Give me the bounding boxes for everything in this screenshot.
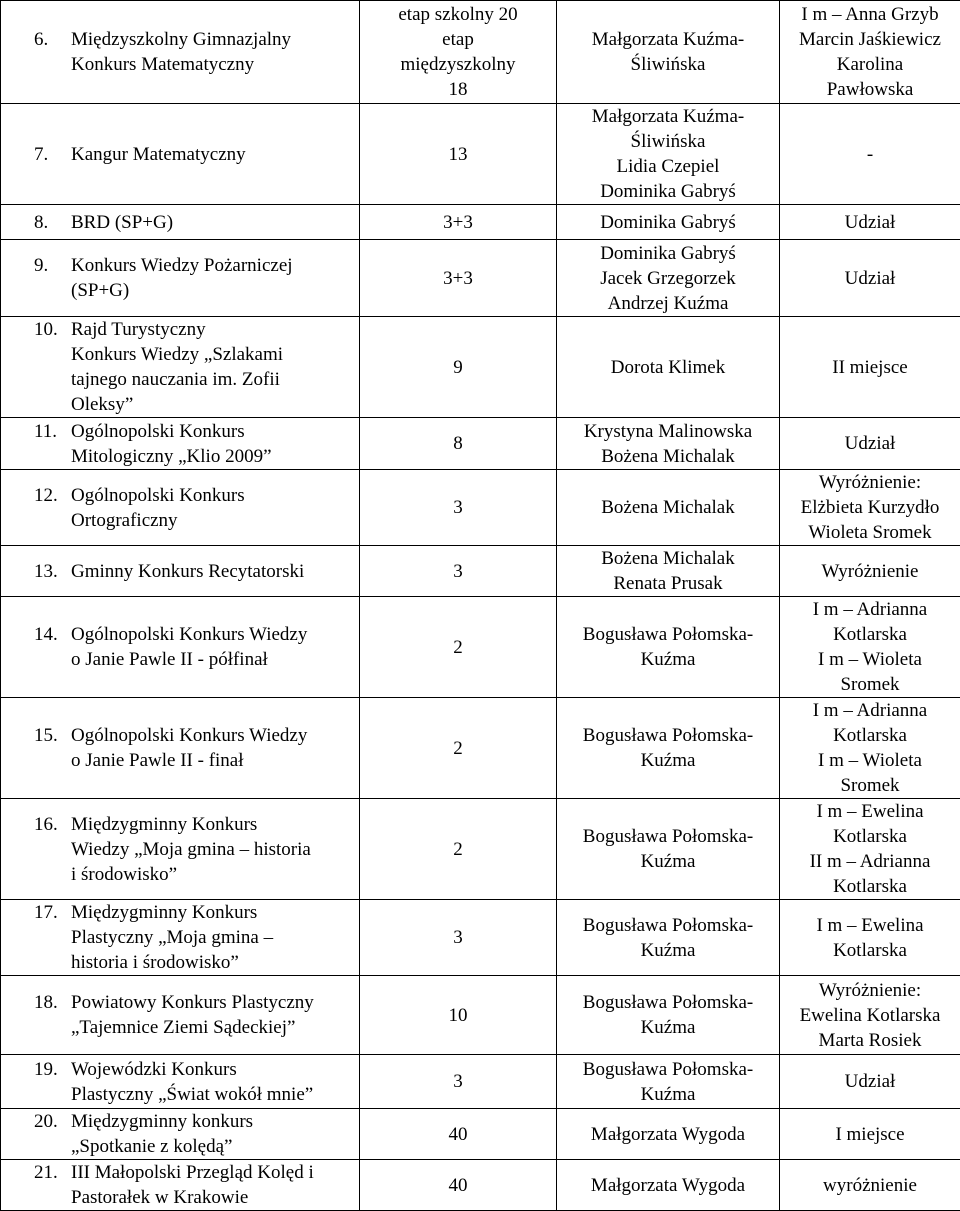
teacher-name: Kuźma [557, 647, 779, 672]
teachers-cell [557, 799, 780, 900]
teachers-cell [557, 317, 780, 418]
teacher-name: Bożena Michalak [557, 546, 779, 571]
competition-name-line: BRD (SP+G) [71, 210, 353, 235]
teacher-name: Kuźma [557, 1082, 779, 1107]
competition-name [71, 253, 359, 303]
participants-count: 40 [360, 1122, 556, 1147]
participants-count: 10 [360, 1003, 556, 1028]
teacher-name: Dominika Gabryś [557, 241, 779, 266]
competition-name-line: Międzygminny konkurs [71, 1109, 353, 1134]
teachers-cell [557, 205, 780, 240]
teacher-name: Dominika Gabryś [557, 179, 779, 204]
participants-count: 3 [360, 495, 556, 520]
result-text: II miejsce [780, 355, 960, 380]
result-text: Kotlarska [780, 938, 960, 963]
competition-name [71, 1057, 359, 1107]
result-text: Wyróżnienie [780, 559, 960, 584]
participants-count-cell [360, 976, 557, 1055]
competition-name-line: Międzygminny Konkurs [71, 812, 353, 837]
result-cell [780, 698, 960, 799]
teacher-name: Małgorzata Kuźma- [557, 104, 779, 129]
teachers-cell [557, 976, 780, 1055]
table-row [1, 240, 960, 317]
result-text: Marta Rosiek [780, 1028, 960, 1053]
result-text: I m – Wioleta [780, 647, 960, 672]
row-number: 20. [1, 1109, 71, 1134]
result-text: Kotlarska [780, 622, 960, 647]
competition-name-cell [1, 546, 360, 597]
teacher-name: Jacek Grzegorzek [557, 266, 779, 291]
row-number: 13. [1, 559, 71, 584]
competition-name-line: historia i środowisko” [71, 950, 353, 975]
competition-name-line: Ogólnopolski Konkurs [71, 483, 353, 508]
participants-count-cell [360, 240, 557, 317]
table-row [1, 900, 960, 976]
competition-name-cell [1, 470, 360, 546]
result-cell [780, 1055, 960, 1109]
table-row [1, 597, 960, 698]
participants-count-cell [360, 900, 557, 976]
result-text: Elżbieta Kurzydło [780, 495, 960, 520]
result-text: Udział [780, 210, 960, 235]
row-number: 18. [1, 990, 71, 1015]
teacher-name: Śliwińska [557, 52, 779, 77]
row-number: 19. [1, 1057, 71, 1082]
teachers-cell [557, 698, 780, 799]
teacher-name: Andrzej Kuźma [557, 291, 779, 316]
competition-name-line: Rajd Turystyczny [71, 317, 353, 342]
result-text: Udział [780, 266, 960, 291]
teacher-name: Kuźma [557, 849, 779, 874]
result-cell [780, 900, 960, 976]
participants-count-cell [360, 317, 557, 418]
teachers-cell [557, 597, 780, 698]
competition-name [71, 210, 359, 235]
result-text: Kotlarska [780, 874, 960, 899]
teacher-name: Lidia Czepiel [557, 154, 779, 179]
result-text: Ewelina Kotlarska [780, 1003, 960, 1028]
competition-name-cell [1, 1109, 360, 1160]
row-number: 9. [1, 253, 71, 278]
table-row [1, 1055, 960, 1109]
competition-name-line: Międzyszkolny Gimnazjalny [71, 27, 353, 52]
teacher-name: Renata Prusak [557, 571, 779, 596]
participants-count-cell [360, 1, 557, 104]
competition-name-cell [1, 317, 360, 418]
table-row [1, 104, 960, 205]
teacher-name: Dorota Klimek [557, 355, 779, 380]
competition-name-cell [1, 597, 360, 698]
competition-name-cell [1, 900, 360, 976]
teacher-name: Dominika Gabryś [557, 210, 779, 235]
teacher-name: Bogusława Połomska- [557, 622, 779, 647]
participants-count: 3 [360, 1069, 556, 1094]
result-text: Kotlarska [780, 824, 960, 849]
teachers-cell [557, 418, 780, 470]
result-text: II m – Adrianna [780, 849, 960, 874]
competition-name-line: Gminny Konkurs Recytatorski [71, 559, 353, 584]
competition-name-line: III Małopolski Przegląd Kolęd i [71, 1160, 353, 1185]
result-text: Wyróżnienie: [780, 978, 960, 1003]
participants-count-cell [360, 799, 557, 900]
result-cell [780, 1109, 960, 1160]
participants-count-cell [360, 205, 557, 240]
table-row [1, 1109, 960, 1160]
row-number: 12. [1, 483, 71, 508]
competition-name-line: „Tajemnice Ziemi Sądeckiej” [71, 1015, 353, 1040]
competition-name-line: Konkurs Wiedzy „Szlakami [71, 342, 353, 367]
result-cell [780, 317, 960, 418]
result-cell [780, 546, 960, 597]
teachers-cell [557, 1109, 780, 1160]
competition-name [71, 1109, 359, 1159]
row-number: 7. [1, 142, 71, 167]
result-text: Sromek [780, 672, 960, 697]
participants-count: 3+3 [360, 266, 556, 291]
competition-name-line: Plastyczny „Świat wokół mnie” [71, 1082, 353, 1107]
competition-name-line: o Janie Pawle II - półfinał [71, 647, 353, 672]
row-number: 21. [1, 1160, 71, 1185]
competition-name [71, 812, 359, 887]
competition-name-cell [1, 205, 360, 240]
teachers-cell [557, 1, 780, 104]
competition-name-line: Pastorałek w Krakowie [71, 1185, 353, 1210]
table-row [1, 1, 960, 104]
competition-name-line: Oleksy” [71, 392, 353, 417]
teacher-name: Śliwińska [557, 129, 779, 154]
result-text: I m – Adrianna [780, 597, 960, 622]
competition-name [71, 317, 359, 417]
teachers-cell [557, 1055, 780, 1109]
result-text: - [780, 142, 960, 167]
table-body [1, 1, 960, 1211]
table-row [1, 317, 960, 418]
teacher-name: Kuźma [557, 748, 779, 773]
row-number: 14. [1, 622, 71, 647]
competition-name-line: i środowisko” [71, 862, 353, 887]
result-cell [780, 1, 960, 104]
teacher-name: Bożena Michalak [557, 444, 779, 469]
result-text: Marcin Jaśkiewicz [780, 27, 960, 52]
teachers-cell [557, 470, 780, 546]
competition-name-line: Ogólnopolski Konkurs Wiedzy [71, 723, 353, 748]
row-number: 17. [1, 900, 71, 925]
competition-name-cell [1, 418, 360, 470]
participants-count-cell [360, 597, 557, 698]
result-text: Kotlarska [780, 723, 960, 748]
competition-name-cell [1, 799, 360, 900]
participants-count-cell [360, 1055, 557, 1109]
participants-count: 2 [360, 736, 556, 761]
table-row [1, 799, 960, 900]
result-cell [780, 104, 960, 205]
competition-name-line: o Janie Pawle II - finał [71, 748, 353, 773]
result-text: Udział [780, 431, 960, 456]
table-row [1, 418, 960, 470]
participants-count-cell [360, 470, 557, 546]
competition-name-line: Wojewódzki Konkurs [71, 1057, 353, 1082]
result-text: Wioleta Sromek [780, 520, 960, 545]
competition-name-cell [1, 1055, 360, 1109]
competition-name-line: Międzygminny Konkurs [71, 900, 353, 925]
teachers-cell [557, 546, 780, 597]
participants-count-cell [360, 546, 557, 597]
competition-name-cell [1, 104, 360, 205]
competition-name [71, 990, 359, 1040]
result-cell [780, 205, 960, 240]
teacher-name: Bożena Michalak [557, 495, 779, 520]
competition-name-line: Wiedzy „Moja gmina – historia [71, 837, 353, 862]
teacher-name: Kuźma [557, 938, 779, 963]
teachers-cell [557, 900, 780, 976]
table-row [1, 976, 960, 1055]
result-text: I miejsce [780, 1122, 960, 1147]
row-number: 15. [1, 723, 71, 748]
competition-name-line: (SP+G) [71, 278, 353, 303]
teachers-cell [557, 104, 780, 205]
result-text: wyróżnienie [780, 1173, 960, 1198]
result-cell [780, 418, 960, 470]
result-text: I m – Wioleta [780, 748, 960, 773]
competition-name-line: Konkurs Matematyczny [71, 52, 353, 77]
participants-count: 13 [360, 142, 556, 167]
participants-count: 18 [360, 77, 556, 102]
competition-name [71, 622, 359, 672]
competition-name-line: „Spotkanie z kolędą” [71, 1134, 353, 1159]
result-cell [780, 976, 960, 1055]
table-row [1, 698, 960, 799]
result-text: Udział [780, 1069, 960, 1094]
participants-count: 9 [360, 355, 556, 380]
competition-name-line: Mitologiczny „Klio 2009” [71, 444, 353, 469]
competition-name-line: Kangur Matematyczny [71, 142, 353, 167]
row-number: 16. [1, 812, 71, 837]
teacher-name: Bogusława Połomska- [557, 990, 779, 1015]
participants-count: 40 [360, 1173, 556, 1198]
result-text: I m – Anna Grzyb [780, 2, 960, 27]
teacher-name: Małgorzata Kuźma- [557, 27, 779, 52]
competition-name-cell [1, 698, 360, 799]
teacher-name: Małgorzata Wygoda [557, 1122, 779, 1147]
competition-name [71, 27, 359, 77]
competition-name-cell [1, 240, 360, 317]
result-cell [780, 470, 960, 546]
row-number: 10. [1, 317, 71, 342]
competition-name-cell [1, 1, 360, 104]
competition-name-line: Ortograficzny [71, 508, 353, 533]
participants-count: etap szkolny 20 [360, 2, 556, 27]
result-text: Karolina [780, 52, 960, 77]
competition-name-line: Ogólnopolski Konkurs Wiedzy [71, 622, 353, 647]
competition-name [71, 900, 359, 975]
row-number: 11. [1, 419, 71, 444]
result-cell [780, 597, 960, 698]
teacher-name: Krystyna Malinowska [557, 419, 779, 444]
result-text: I m – Ewelina [780, 913, 960, 938]
participants-count-cell [360, 418, 557, 470]
teacher-name: Małgorzata Wygoda [557, 1173, 779, 1198]
teachers-cell [557, 240, 780, 317]
participants-count: 8 [360, 431, 556, 456]
teacher-name: Kuźma [557, 1015, 779, 1040]
competition-name [71, 142, 359, 167]
competition-name-line: Plastyczny „Moja gmina – [71, 925, 353, 950]
competition-name [71, 559, 359, 584]
result-text: Sromek [780, 773, 960, 798]
participants-count: 3+3 [360, 210, 556, 235]
participants-count: 3 [360, 925, 556, 950]
table-row [1, 205, 960, 240]
teacher-name: Bogusława Połomska- [557, 723, 779, 748]
competition-name-line: Konkurs Wiedzy Pożarniczej [71, 253, 353, 278]
participants-count: 2 [360, 837, 556, 862]
row-number: 8. [1, 210, 71, 235]
competition-name [71, 483, 359, 533]
participants-count-cell [360, 104, 557, 205]
teacher-name: Bogusława Połomska- [557, 1057, 779, 1082]
participants-count: 2 [360, 635, 556, 660]
result-text: I m – Adrianna [780, 698, 960, 723]
competition-name-line: Powiatowy Konkurs Plastyczny [71, 990, 353, 1015]
result-text: Pawłowska [780, 77, 960, 102]
participants-count-cell [360, 698, 557, 799]
participants-count-cell [360, 1109, 557, 1160]
participants-count: 3 [360, 559, 556, 584]
result-text: I m – Ewelina [780, 799, 960, 824]
competition-name-line: tajnego nauczania im. Zofii [71, 367, 353, 392]
table-row [1, 470, 960, 546]
teacher-name: Bogusława Połomska- [557, 824, 779, 849]
row-number: 6. [1, 27, 71, 52]
table-row [1, 546, 960, 597]
result-text: Wyróżnienie: [780, 470, 960, 495]
competition-name-cell [1, 976, 360, 1055]
competition-name-line: Ogólnopolski Konkurs [71, 419, 353, 444]
result-cell [780, 240, 960, 317]
competition-name [71, 419, 359, 469]
result-cell [780, 799, 960, 900]
participants-count: międzyszkolny [360, 52, 556, 77]
competition-name [71, 723, 359, 773]
teacher-name: Bogusława Połomska- [557, 913, 779, 938]
participants-count: etap [360, 27, 556, 52]
